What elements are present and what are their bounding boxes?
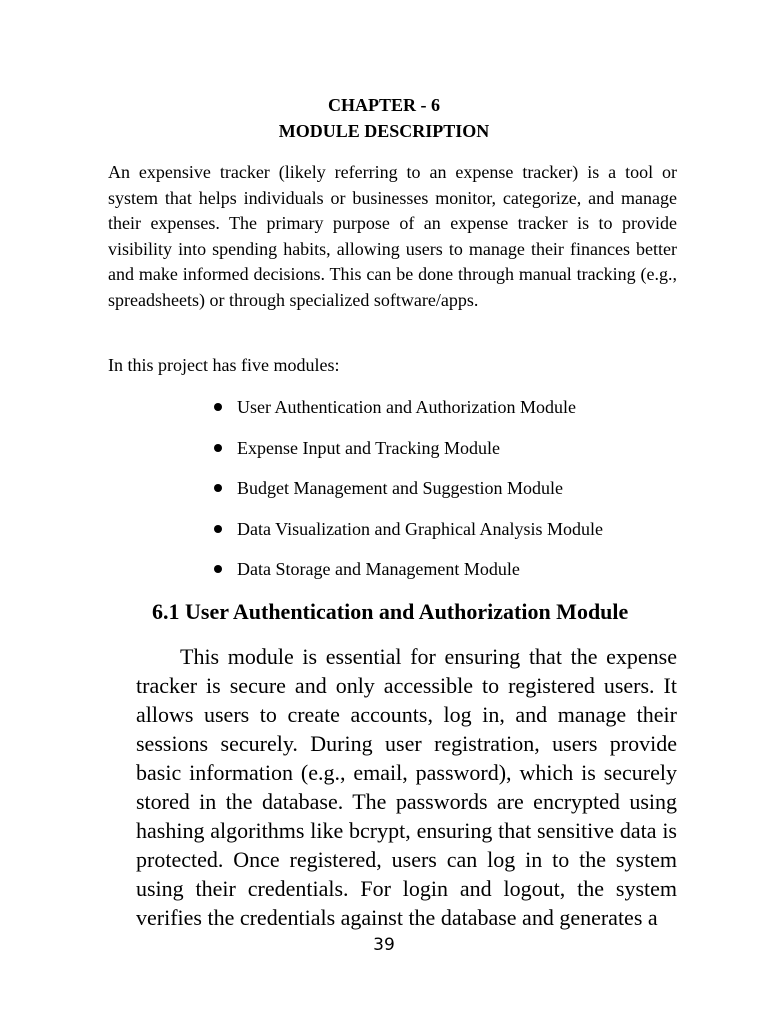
modules-lead-text: In this project has five modules:	[108, 355, 340, 375]
bullet-icon	[214, 565, 222, 573]
intro-paragraph: An expensive tracker (likely referring to an expense tracker) is a tool or system that helps individuals or businesses monitor, categorize, and manage their expenses. The primary purpose of an expense tracker is to provide visibility into spending habits, allowing users to manage their finances better and make informed decisions. This can be done through manual tracking (e.g., spreadsheets) or through specialized software/apps.	[108, 162, 677, 310]
module-label: Expense Input and Tracking Module	[237, 437, 500, 458]
chapter-title: MODULE DESCRIPTION	[278, 121, 490, 141]
bullet-icon	[214, 525, 222, 533]
page-number: 39	[373, 935, 395, 955]
section-heading: 6.1 User Authentication and Authorization Module	[152, 599, 629, 624]
list-item	[212, 515, 603, 556]
bullet-icon	[214, 403, 222, 411]
modules-list	[212, 393, 603, 596]
list-item	[212, 434, 603, 475]
chapter-number: CHAPTER - 6	[328, 95, 440, 115]
module-label: Budget Management and Suggestion Module	[237, 478, 563, 499]
module-label: User Authentication and Authorization Module	[237, 397, 576, 417]
module-label: Data Visualization and Graphical Analysis Module	[237, 518, 604, 539]
section-body: This module is essential for ensuring that the expense tracker is secure and only accessible to registered users. It allows users to create accounts, log in, and manage their sessions securely. During user registration, users provide basic information (e.g., email, password), which is securely stored in the database. The passwords are encrypted using hashing algorithms like bcrypt, ensuring that sensitive data is protected. Once registered, users can log in to the system using their credentials. For login and logout, the system verifies the credentials against the database and generates a	[136, 644, 677, 930]
list-item	[212, 393, 603, 434]
list-item	[212, 555, 603, 596]
bullet-icon	[214, 444, 222, 452]
module-label: Data Storage and Management Module	[237, 559, 520, 580]
list-item	[212, 474, 603, 515]
bullet-icon	[214, 484, 222, 492]
